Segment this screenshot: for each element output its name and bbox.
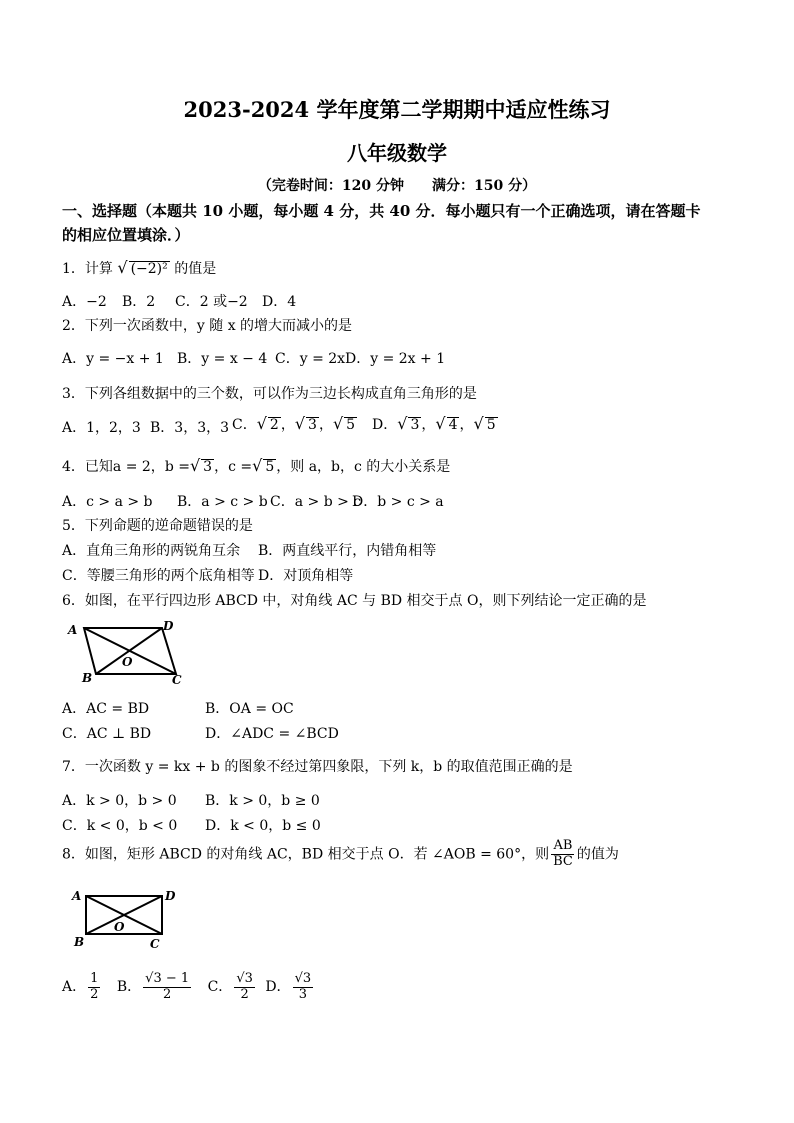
vertex-label-a: A <box>72 889 82 903</box>
q1-option-b: B．2 <box>122 294 156 310</box>
section-heading: 一、选择题（本题共 10 小题，每小题 4 分，共 40 分．每小题只有一个正确选项，请在答题卡 <box>62 202 701 220</box>
q8-option-d: D． $\frac{√3}{3}$ <box>265 971 312 1002</box>
q2-option-b: B．y = x − 4 <box>177 351 268 367</box>
q4-option-d: D．b > c > a <box>352 494 444 510</box>
q3-option-d: D．√ 3 ，√ 4 ，√ 5 <box>372 414 496 433</box>
vertex-label-b: B <box>74 935 85 949</box>
q7-option-c: C．k < 0，b < 0 <box>62 818 178 834</box>
q8-option-a: A． $\frac{1}{2}$ <box>62 971 99 1002</box>
q6-option-d: D．∠ADC = ∠BCD <box>205 726 339 742</box>
vertex-label-d: D <box>165 889 176 903</box>
q7-option-b: B．k > 0，b ≥ 0 <box>205 793 320 809</box>
q8-option-b: B． $\frac{√3 - 1}{2}$ <box>116 971 190 1002</box>
vertex-label-a: A <box>68 623 78 637</box>
q8-options <box>62 972 315 1003</box>
q4-option-b: B．a > c > b <box>177 494 268 510</box>
q8-option-c: C． $\frac{√3}{2}$ <box>207 971 253 1002</box>
q2-option-d: D．y = 2x + 1 <box>345 351 446 367</box>
center-label-o: O <box>114 920 125 934</box>
radicand: (−2)² <box>130 261 168 277</box>
q5-option-b: B．两直线平行，内错角相等 <box>258 543 437 559</box>
q3-option-c: C．√ 2 ，√ 3 ，√ 5 <box>232 414 356 433</box>
q2-option-c: C．y = 2x <box>275 351 346 367</box>
question-4: 4．已知a = 2，b =√ 3 ，c =√ 5 ，则 a，b，c 的大小关系是 <box>62 456 451 475</box>
q3-option-a: A．1，2，3 <box>62 420 141 436</box>
parallelogram-figure <box>62 616 192 688</box>
exam-info: （完卷时间：120 分钟 满分：150 分） <box>257 178 537 194</box>
question-5: 5．下列命题的逆命题错误的是 <box>62 518 253 534</box>
q6-option-b: B．OA = OC <box>205 701 294 717</box>
vertex-label-c: C <box>150 937 160 950</box>
q1-option-a: A．−2 <box>62 294 107 310</box>
rectangle-figure <box>66 886 176 950</box>
ratio-fraction: $\frac{AB}{BC}$ <box>553 838 573 869</box>
question-3: 3．下列各组数据中的三个数，可以作为三边长构成直角三角形的是 <box>62 386 477 402</box>
q1-option-d: D．4 <box>262 294 297 310</box>
q4-option-c: C．a > b > c <box>270 494 362 510</box>
q1-option-c: C．2 或−2 <box>175 294 248 310</box>
section-heading-cont: 的相应位置填涂．） <box>62 226 190 244</box>
question-6: 6．如图，在平行四边形 ABCD 中，对角线 AC 与 BD 相交于点 O，则下列结论一定正确的是 <box>62 593 647 609</box>
sqrt-sign: √ <box>117 258 128 277</box>
question-1: 1．计算 √ (−2)² 的值是 <box>62 258 217 277</box>
q3-option-b: B．3，3，3 <box>150 420 230 436</box>
q5-option-a: A．直角三角形的两锐角互余 <box>62 543 241 559</box>
document-title: 2023-2024 学年度第二学期期中适应性练习 <box>183 97 611 122</box>
subject-title: 八年级数学 <box>347 141 447 165</box>
q7-option-d: D．k < 0，b ≤ 0 <box>205 818 321 834</box>
q7-option-a: A．k > 0，b > 0 <box>62 793 177 809</box>
vertex-label-b: B <box>82 671 93 685</box>
question-8: 8．如图，矩形 ABCD 的对角线 AC，BD 相交于点 O．若 ∠AOB = 60°，则 $\frac{AB}{BC}$ 的值为 <box>62 838 619 869</box>
q2-option-a: A．y = −x + 1 <box>62 351 164 367</box>
question-2: 2．下列一次函数中，y 随 x 的增大而减小的是 <box>62 318 353 334</box>
q6-option-a: A．AC = BD <box>62 701 150 717</box>
question-7: 7．一次函数 y = kx + b 的图象不经过第四象限，下列 k，b 的取值范围正确的是 <box>62 759 573 775</box>
q5-option-d: D．对顶角相等 <box>258 568 354 584</box>
q6-option-c: C．AC ⊥ BD <box>62 726 152 742</box>
q4-option-a: A．c > a > b <box>62 494 153 510</box>
center-label-o: O <box>122 655 133 669</box>
vertex-label-d: D <box>163 619 174 633</box>
q5-option-c: C．等腰三角形的两个底角相等 <box>62 568 255 584</box>
vertex-label-c: C <box>172 673 182 687</box>
